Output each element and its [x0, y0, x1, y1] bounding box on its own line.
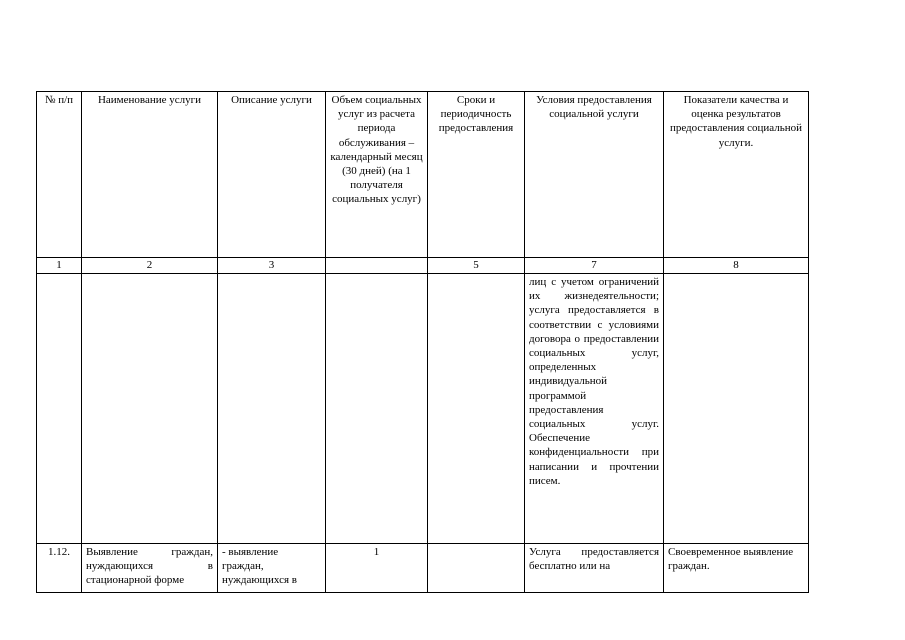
quality-cell: Своевременное выявление граждан.	[664, 544, 809, 593]
social-services-table	[36, 91, 809, 593]
header-conditions: Условия предоставления социальной услуги	[525, 92, 664, 258]
header-service-description: Описание услуги	[218, 92, 326, 258]
table-cell	[82, 274, 218, 544]
table-cell	[428, 274, 525, 544]
conditions-cell: Услуга предоставляется бесплатно или на	[525, 544, 664, 593]
header-number: № п/п	[37, 92, 82, 258]
volume-cell: 1	[326, 544, 428, 593]
table-cell	[37, 274, 82, 544]
header-quality: Показатели качества и оценка результатов предоставления социальной услуги.	[664, 92, 809, 258]
table-cell	[664, 274, 809, 544]
service-description-cell: - выявление граждан, нуждающихся в	[218, 544, 326, 593]
column-number-row	[37, 258, 809, 274]
header-volume: Объем социальных услуг из расчета периода обслуживания – календарный месяц (30 дней) (на 1 получателя социальных услуг)	[326, 92, 428, 258]
table-cell	[218, 274, 326, 544]
table-cell	[326, 274, 428, 544]
column-number: 5	[428, 258, 525, 274]
table-row-1-12	[37, 544, 809, 593]
row-number: 1.12.	[37, 544, 82, 593]
header-terms: Сроки и периодичность предоставления	[428, 92, 525, 258]
service-name-cell: Выявление граждан, нуждающихся в стационарной форме	[82, 544, 218, 593]
conditions-cell: лиц с учетом ограничений их жизнедеятельности; услуга предоставляется в соответствии с условиями договора о предоставлении социальных услуг, определенных индивидуальной программой предоставления социальных услуг. Обеспечение конфиденциальности при написании и прочтении писем.	[525, 274, 664, 544]
column-number: 7	[525, 258, 664, 274]
column-number: 2	[82, 258, 218, 274]
terms-cell	[428, 544, 525, 593]
column-number: 1	[37, 258, 82, 274]
column-number: 8	[664, 258, 809, 274]
header-row	[37, 92, 809, 258]
column-number	[326, 258, 428, 274]
column-number: 3	[218, 258, 326, 274]
table-row-continued	[37, 274, 809, 544]
header-service-name: Наименование услуги	[82, 92, 218, 258]
